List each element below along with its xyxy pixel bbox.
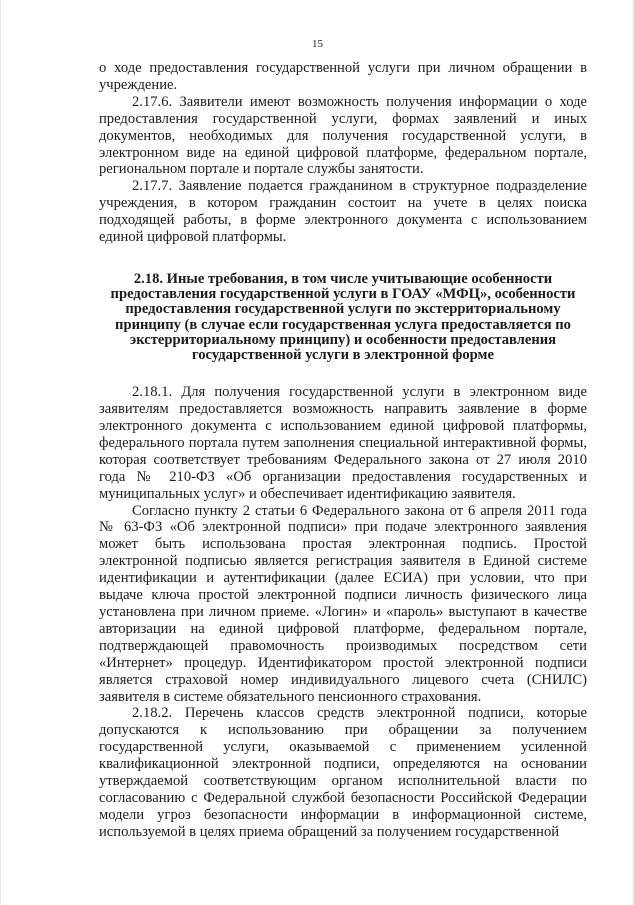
section-heading-2-18: 2.18. Иные требования, в том числе учитывающие особенности предоставления государственной услуги в ГОАУ «МФЦ», особенности предоставления государственной услуги по экстерриториальному принципу (в случае если государственная услуга предоставляется по экстерриториальному принципу) и особенности предоставления государственной услуги в электронной форме <box>110 270 576 363</box>
paragraph-2-17-6: 2.17.6. Заявители имеют возможность получения информации о ходе предоставления государственной услуги, формах заявлений и иных документов, необходимых для получения государственной услуги, в электронном виде на единой цифровой платформе, федеральном портале, региональном портале и портале службы занятости. <box>99 93 587 178</box>
scan-left-edge <box>0 0 1 905</box>
paragraph-2-18-2: 2.18.2. Перечень классов средств электронной подписи, которые допускаются к использованию при обращении за получением государственной услуги, оказываемой с применением усиленной квалификационной электронной подписи, определяются на основании утверждаемой соответствующим органом исполнительной власти по согласованию с Федеральной службой безопасности Российской Федерации модели угроз безопасности информации в информационной системе, используемой в целях приема обращений за получением государственной <box>99 705 587 840</box>
document-body <box>99 60 587 841</box>
paragraph-continuation: о ходе предоставления государственной услуги при личном обращении в учреждение. <box>99 60 587 93</box>
paragraph-2-18-1: 2.18.1. Для получения государственной услуги в электронном виде заявителям предоставляется возможность направить заявление в форме электронного документа с использованием единой цифровой платформы, федерального портала путем заполнения специальной интерактивной формы, которая соответствует требованиям Федерального закона от 27 июля 2010 года № 210-ФЗ «Об организации предоставления государственных и муниципальных услуг» и обеспечивает идентификацию заявителя. <box>99 384 587 502</box>
paragraph-electronic-signature: Согласно пункту 2 статьи 6 Федерального закона от 6 апреля 2011 года № 63-ФЗ «Об электронной подписи» при подаче электронного заявления может быть использована простая электронная подпись. Простой электронной подписью является регистрация заявителя в Единой системе идентификации и аутентификации (далее ЕСИА) при условии, что при выдаче ключа простой электронной подписи личность физического лица установлена при личном приеме. «Логин» и «пароль» выступают в качестве авторизации на единой цифровой платформе, федеральном портале, подтверждающей правомочность производимых посредством сети «Интернет» процедур. Идентификатором простой электронной подписи является страховой номер индивидуального лицевого счета (СНИЛС) заявителя в системе обязательного пенсионного страхования. <box>99 502 587 705</box>
paragraph-2-17-7: 2.17.7. Заявление подается гражданином в структурное подразделение учреждения, в котором гражданин состоит на учете в целях поиска подходящей работы, в форме электронного документа с использованием единой цифровой платформы. <box>99 178 587 246</box>
page-number: 15 <box>312 38 323 50</box>
